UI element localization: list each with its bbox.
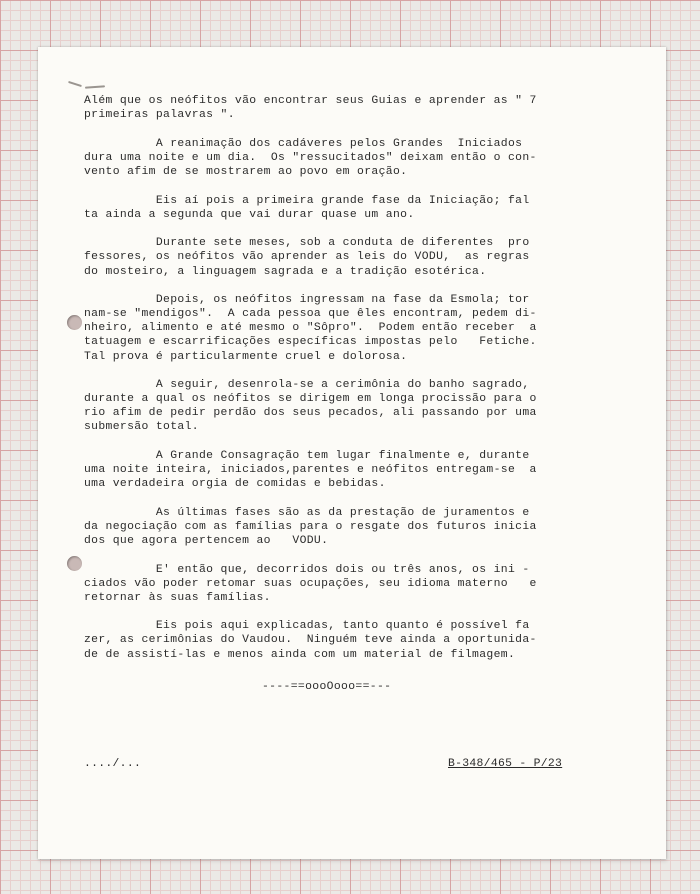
text-line: Além que os neófitos vão encontrar seus Guias e aprender as " 7 bbox=[84, 95, 537, 108]
paragraph bbox=[84, 293, 616, 363]
paragraph bbox=[84, 137, 616, 179]
paragraph-gap bbox=[84, 491, 616, 506]
paragraph bbox=[84, 449, 616, 491]
text-line: E' então que, decorridos dois ou três anos, os ini - bbox=[84, 563, 530, 576]
text-line: vento afim de se mostrarem ao povo em oração. bbox=[84, 166, 408, 179]
text-line: retornar às suas famílias. bbox=[84, 591, 271, 604]
closing-ornament: ----==oooOooo==--- bbox=[262, 681, 392, 694]
text-line: As últimas fases são as da prestação de juramentos e bbox=[84, 506, 530, 519]
paragraph bbox=[84, 619, 616, 661]
text-line: do mosteiro, a linguagem sagrada e a tradição esotérica. bbox=[84, 265, 487, 278]
paragraph bbox=[84, 236, 616, 278]
punch-hole-upper bbox=[67, 315, 82, 330]
text-line: Durante sete meses, sob a conduta de diferentes pro bbox=[84, 237, 530, 250]
text-line: dos que agora pertencem ao VODU. bbox=[84, 534, 329, 547]
text-line: nam-se "mendigos". A cada pessoa que êles encontram, pedem di- bbox=[84, 308, 537, 321]
paragraph-gap bbox=[84, 364, 616, 379]
text-line: de de assistí-las e menos ainda com um material de filmagem. bbox=[84, 648, 516, 661]
text-line: A seguir, desenrola-se a cerimônia do banho sagrado, bbox=[84, 379, 530, 392]
typewritten-body bbox=[84, 66, 616, 708]
document-reference: B-348/465 - P/23 bbox=[448, 758, 563, 770]
text-line: dura uma noite e um dia. Os "ressucitados" deixam então o con- bbox=[84, 151, 537, 164]
text-line: primeiras palavras ". bbox=[84, 109, 235, 122]
paragraph bbox=[84, 194, 616, 222]
text-line: zer, as cerimônias do Vaudou. Ninguém teve ainda a oportunida- bbox=[84, 634, 537, 647]
paragraph bbox=[84, 563, 616, 605]
text-line: durante a qual os neófitos se dirigem em longa procissão para o bbox=[84, 393, 537, 406]
paragraph-gap bbox=[84, 122, 616, 137]
paragraph-gap bbox=[84, 434, 616, 449]
text-line: tatuagem e escarrificações específicas impostas pelo Fetiche. bbox=[84, 336, 537, 349]
text-line: nheiro, alimento e até mesmo o "Sôpro". Podem então receber a bbox=[84, 322, 537, 335]
paragraph-gap bbox=[84, 279, 616, 294]
text-line: A reanimação dos cadáveres pelos Grandes Iniciados bbox=[84, 137, 523, 150]
text-line: Eis pois aqui explicadas, tanto quanto é possível fa bbox=[84, 620, 530, 633]
text-line: submersão total. bbox=[84, 421, 199, 434]
text-line: Eis aí pois a primeira grande fase da Iniciação; fal bbox=[84, 194, 530, 207]
text-line: Tal prova é particularmente cruel e dolorosa. bbox=[84, 350, 408, 363]
paragraph-gap bbox=[84, 222, 616, 237]
paragraph bbox=[84, 94, 616, 122]
continuation-mark: ..../... bbox=[84, 758, 142, 770]
text-line: da negociação com as famílias para o resgate dos futuros inicia bbox=[84, 520, 537, 533]
text-line: rio afim de pedir perdão dos seus pecados, ali passando por uma bbox=[84, 407, 537, 420]
text-line: Depois, os neófitos ingressam na fase da Esmola; tor bbox=[84, 294, 530, 307]
paragraph bbox=[84, 378, 616, 434]
paragraph-gap bbox=[84, 548, 616, 563]
text-line: uma verdadeira orgia de comidas e bebidas. bbox=[84, 478, 386, 491]
text-line: uma noite inteira, iniciados,parentes e neófitos entregam-se a bbox=[84, 464, 537, 477]
text-line: ta ainda a segunda que vai durar quase um ano. bbox=[84, 208, 415, 221]
punch-hole-lower bbox=[67, 556, 82, 571]
paragraph-gap bbox=[84, 605, 616, 620]
paragraph-gap bbox=[84, 662, 616, 677]
text-line: ciados vão poder retomar suas ocupações, seu idioma materno e bbox=[84, 577, 537, 590]
text-line: fessores, os neófitos vão aprender as leis do VODU, as regras bbox=[84, 251, 530, 264]
paragraph-gap bbox=[84, 179, 616, 194]
paragraph bbox=[84, 506, 616, 548]
text-line: A Grande Consagração tem lugar finalmente e, durante bbox=[84, 449, 530, 462]
